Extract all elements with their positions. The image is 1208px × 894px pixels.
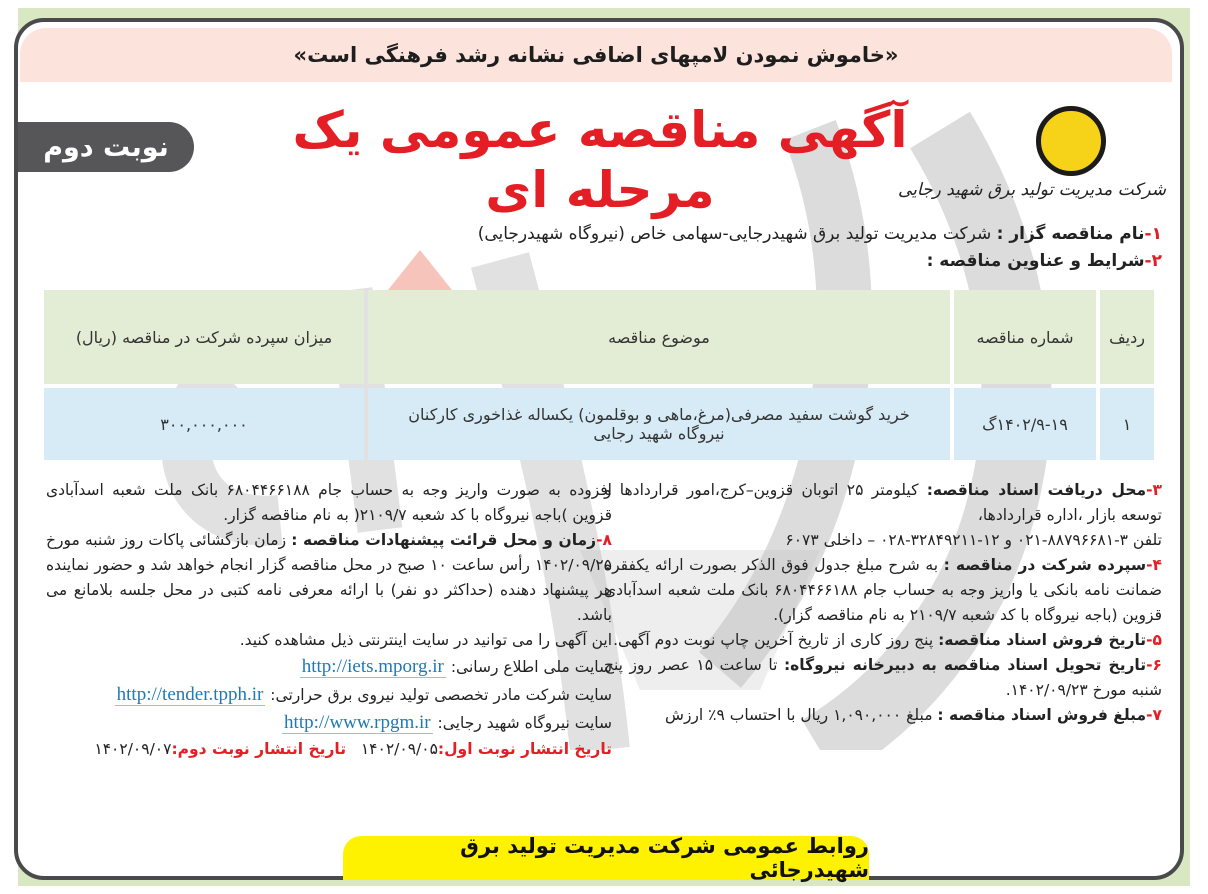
- section-number: ۱-: [1144, 224, 1162, 244]
- ad-title: آگهی مناقصه عمومی یک مرحله ای: [292, 101, 908, 219]
- round-badge-label: نوبت دوم: [43, 131, 169, 163]
- pub2-date: ۱۴۰۲/۰۹/۰۷: [94, 740, 172, 758]
- pub2-label: تاریخ انتشار نوبت دوم:: [171, 740, 347, 758]
- site-national: [46, 653, 612, 681]
- table-row: [44, 388, 1154, 460]
- section-delivery-date: [604, 653, 1162, 703]
- col-header-deposit: میزان سپرده شرکت در مناقصه (ریال): [44, 290, 364, 384]
- section-number: ۷-: [1146, 706, 1162, 724]
- section-deposit: [604, 553, 1162, 628]
- right-column: [604, 478, 1162, 728]
- section-text: تا ساعت ۱۵ عصر روز پنج شنبه مورخ ۱۴۰۲/۰۹/۲۳.: [604, 656, 1162, 699]
- section-number: ۶-: [1146, 656, 1162, 674]
- section-text: کیلومتر ۲۵ اتوبان قزوین–کرج،امور قراردادها و توسعه بازار ،اداره قراردادها،: [604, 481, 1162, 524]
- section-tender-organizer: [478, 224, 1162, 244]
- tender-table: [40, 286, 1158, 464]
- internet-note: این آگهی را می توانید در سایت اینترنتی ذیل مشاهده کنید.: [239, 631, 612, 649]
- phone-numbers: تلفن ۳-۸۸۷۹۶۶۸۱-۰۲۱ و ۱۲-۳۲۸۴۹۲۱۱-۰۲۸ – داخلی ۶۰۷۳: [785, 531, 1162, 549]
- cell-subject: خرید گوشت سفید مصرفی(مرغ،ماهی و بوقلمون) یکساله غذاخوری کارکنان نیروگاه شهید رجایی: [368, 388, 950, 460]
- section-number: ۸-: [596, 531, 612, 549]
- section-label: تاریخ تحویل اسناد مناقصه به دبیرخانه نیروگاه:: [783, 656, 1147, 674]
- section-number: ۵-: [1146, 631, 1162, 649]
- link-rpgm[interactable]: http://www.rpgm.ir: [284, 712, 431, 733]
- col-header-tender-number: شماره مناقصه: [954, 290, 1096, 384]
- section-tender-conditions: [927, 251, 1162, 271]
- publication-dates: [46, 737, 612, 762]
- section-bid-opening: [46, 528, 612, 628]
- site-label: سایت شرکت مادر تخصصی تولید نیروی برق حرارتی:: [270, 686, 612, 704]
- col-header-row-number: ردیف: [1100, 290, 1154, 384]
- section-label: تاریخ فروش اسناد مناقصه:: [938, 631, 1147, 649]
- section-text: به شرح مبلغ جدول فوق الذکر بصورت ارائه یکفقره ضمانت نامه بانکی یا واریز وجه به حساب جام ۶۸۰۴۴۶۶۱۸۸ بانک ملت شعبه اسدآبادی قزوین (باجه نیروگاه با کد شعبه ۲۱۰۹/۷ به نام مناقصه گزار).: [604, 556, 1162, 624]
- section-text: زمان بازگشائی پاکات روز شنبه مورخ ۱۴۰۲/۰۹/۲۵ رأس ساعت ۱۰ صبح در محل مناقصه گزار انجام خواهد شد و حضور نماینده هر پیشنهاد دهنده (حداکثر دو نفر) با ارائه معرفی نامه کتبی در محل جلسه بلامانع می باشد.: [46, 531, 612, 624]
- section-label: سپرده شرکت در مناقصه :: [943, 556, 1147, 574]
- section-label: مبلغ فروش اسناد مناقصه :: [937, 706, 1147, 724]
- cell-deposit: ۳۰۰,۰۰۰,۰۰۰: [44, 388, 364, 460]
- link-tender-tpph[interactable]: http://tender.tpph.ir: [116, 684, 264, 705]
- pub1-date: ۱۴۰۲/۰۹/۰۵: [360, 740, 438, 758]
- company-logo: [898, 92, 1174, 207]
- cell-row-number: ۱: [1100, 388, 1154, 460]
- section-label: شرایط و عناوین مناقصه :: [926, 251, 1145, 271]
- cell-tender-number: ۱۴۰۲/۹-۱۹گ: [954, 388, 1096, 460]
- slogan-banner: [20, 28, 1172, 82]
- site-power-plant: [46, 709, 612, 737]
- footer-label: روابط عمومی شرکت مدیریت تولید برق شهیدرجائی: [460, 834, 869, 882]
- site-parent-company: [46, 681, 612, 709]
- section-document-price: [604, 703, 1162, 728]
- section-label: نام مناقصه گزار :: [996, 224, 1145, 244]
- section-number: ۲-: [1144, 251, 1162, 271]
- col-header-subject: موضوع مناقصه: [368, 290, 950, 384]
- section-text: مبلغ ۱,۰۹۰,۰۰۰ ریال با احتساب ۹٪ ارزش: [665, 706, 938, 724]
- site-label: سایت نیروگاه شهید رجایی:: [437, 714, 612, 732]
- section-document-sale-date: [604, 628, 1162, 653]
- section-document-location: [604, 478, 1162, 528]
- footer-badge: [343, 836, 869, 880]
- logo-caption: شرکت مدیریت تولید برق شهید رجایی: [898, 180, 1166, 200]
- section-document-price-continued: افزوده به صورت واریز وجه به حساب جام ۶۸۰۴۴۶۶۱۸۸ بانک ملت شعبه اسدآبادی قزوین )باجه نیروگاه با کد شعبه ۲۱۰۹/۷( به نام مناقصه گزار.: [46, 481, 612, 524]
- section-label: محل دریافت اسناد مناقصه:: [926, 481, 1147, 499]
- section-text: پنج روز کاری از تاریخ آخرین چاپ نوبت دوم آگهی.: [613, 631, 939, 649]
- section-number: ۴-: [1146, 556, 1163, 574]
- slogan-text: «خاموش نمودن لامپهای اضافی نشانه رشد فرهنگی است»: [293, 43, 899, 67]
- round-badge: [18, 122, 194, 172]
- power-plant-logo-icon: [1036, 106, 1106, 176]
- section-value: شرکت مدیریت تولید برق شهیدرجایی-سهامی خاص (نیروگاه شهیدرجایی): [477, 224, 997, 244]
- table-header-row: [44, 290, 1154, 384]
- left-column: [46, 478, 612, 762]
- pub1-label: تاریخ انتشار نوبت اول:: [437, 740, 612, 758]
- link-iets-mporg[interactable]: http://iets.mporg.ir: [301, 656, 444, 677]
- section-label: زمان و محل قرائت پیشنهادات مناقصه :: [291, 531, 597, 549]
- section-number: ۳-: [1146, 481, 1162, 499]
- site-label: سایت ملی اطلاع رسانی:: [450, 658, 612, 676]
